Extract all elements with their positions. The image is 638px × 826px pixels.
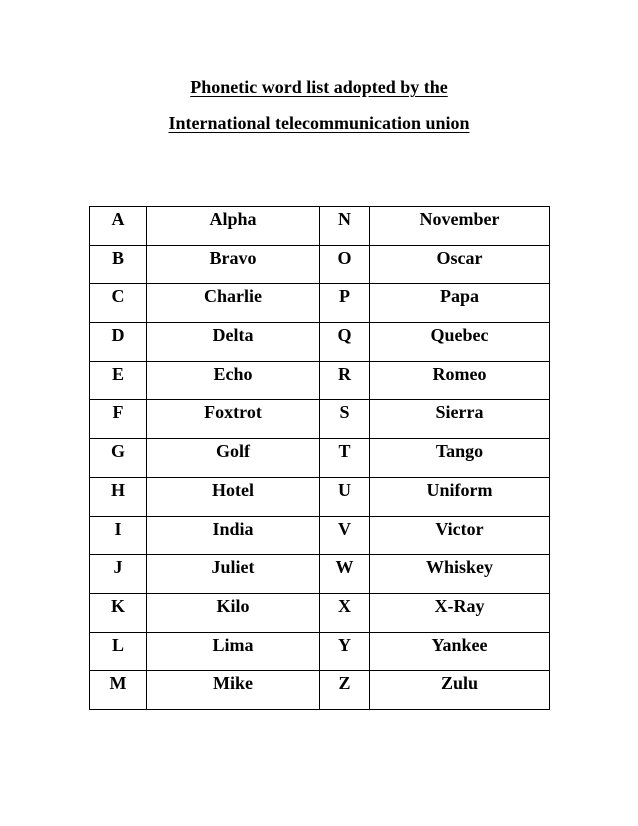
letter-cell-right: O: [320, 245, 370, 284]
code-word-cell-right: Yankee: [370, 632, 550, 671]
letter-cell-left: J: [90, 555, 147, 594]
letter-cell-right: X: [320, 593, 370, 632]
letter-cell-left: G: [90, 439, 147, 478]
code-word-cell-left: Foxtrot: [147, 400, 320, 439]
table-row: [90, 477, 550, 516]
letter-cell-left: K: [90, 593, 147, 632]
letter-cell-left: B: [90, 245, 147, 284]
letter-cell-right: U: [320, 477, 370, 516]
phonetic-alphabet-table-body: [90, 207, 550, 710]
code-word-cell-right: Whiskey: [370, 555, 550, 594]
table-row: [90, 516, 550, 555]
code-word-cell-right: Papa: [370, 284, 550, 323]
code-word-cell-left: Charlie: [147, 284, 320, 323]
table-row: [90, 400, 550, 439]
code-word-cell-left: India: [147, 516, 320, 555]
letter-cell-left: L: [90, 632, 147, 671]
document-title-line-1: Phonetic word list adopted by the: [190, 77, 448, 97]
letter-cell-right: V: [320, 516, 370, 555]
code-word-cell-left: Delta: [147, 323, 320, 362]
code-word-cell-right: Oscar: [370, 245, 550, 284]
letter-cell-left: D: [90, 323, 147, 362]
letter-cell-right: Y: [320, 632, 370, 671]
code-word-cell-right: X-Ray: [370, 593, 550, 632]
table-row: [90, 439, 550, 478]
table-row: [90, 671, 550, 710]
letter-cell-right: S: [320, 400, 370, 439]
letter-cell-left: H: [90, 477, 147, 516]
code-word-cell-right: Quebec: [370, 323, 550, 362]
code-word-cell-left: Echo: [147, 361, 320, 400]
table-row: [90, 245, 550, 284]
code-word-cell-left: Bravo: [147, 245, 320, 284]
table-row: [90, 632, 550, 671]
code-word-cell-left: Alpha: [147, 207, 320, 246]
letter-cell-left: F: [90, 400, 147, 439]
letter-cell-right: N: [320, 207, 370, 246]
code-word-cell-left: Hotel: [147, 477, 320, 516]
code-word-cell-right: Romeo: [370, 361, 550, 400]
letter-cell-right: Z: [320, 671, 370, 710]
letter-cell-left: M: [90, 671, 147, 710]
code-word-cell-right: Zulu: [370, 671, 550, 710]
code-word-cell-right: Uniform: [370, 477, 550, 516]
table-row: [90, 284, 550, 323]
code-word-cell-left: Golf: [147, 439, 320, 478]
table-row: [90, 323, 550, 362]
letter-cell-right: P: [320, 284, 370, 323]
phonetic-alphabet-table: [89, 206, 550, 710]
table-row: [90, 555, 550, 594]
code-word-cell-right: Tango: [370, 439, 550, 478]
code-word-cell-left: Kilo: [147, 593, 320, 632]
letter-cell-right: Q: [320, 323, 370, 362]
letter-cell-right: W: [320, 555, 370, 594]
code-word-cell-left: Mike: [147, 671, 320, 710]
code-word-cell-right: November: [370, 207, 550, 246]
code-word-cell-right: Victor: [370, 516, 550, 555]
table-row: [90, 207, 550, 246]
code-word-cell-left: Lima: [147, 632, 320, 671]
table-row: [90, 361, 550, 400]
letter-cell-left: I: [90, 516, 147, 555]
document-title-line-2: International telecommunication union: [168, 113, 470, 133]
letter-cell-left: E: [90, 361, 147, 400]
table-row: [90, 593, 550, 632]
letter-cell-right: R: [320, 361, 370, 400]
letter-cell-left: A: [90, 207, 147, 246]
code-word-cell-left: Juliet: [147, 555, 320, 594]
letter-cell-right: T: [320, 439, 370, 478]
letter-cell-left: C: [90, 284, 147, 323]
code-word-cell-right: Sierra: [370, 400, 550, 439]
